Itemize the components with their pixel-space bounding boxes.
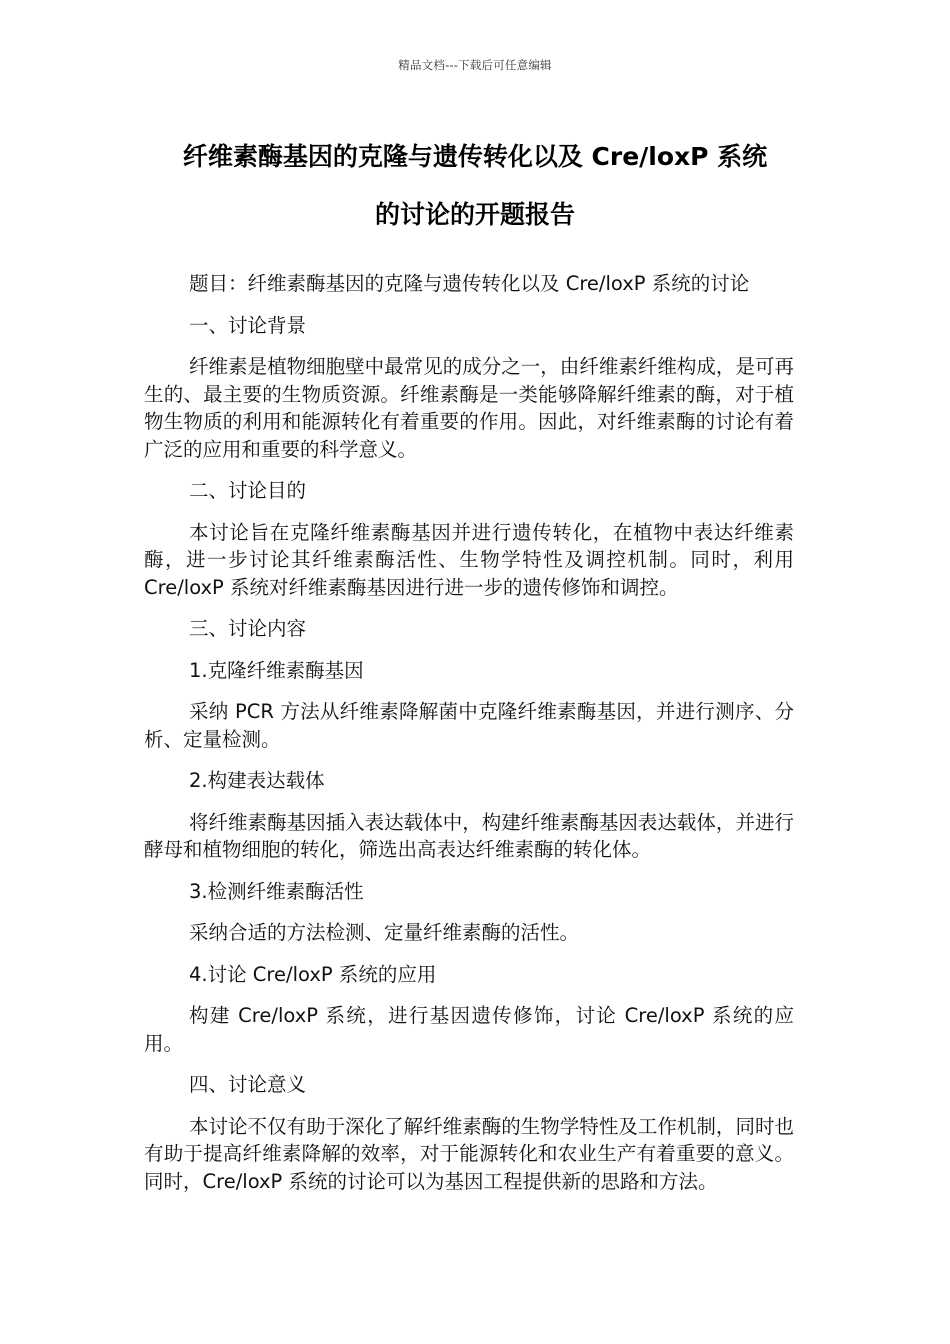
content-item-3-heading: 3.检测纤维素酶活性 bbox=[189, 879, 364, 903]
section-heading-significance: 四、讨论意义 bbox=[189, 1073, 307, 1096]
document-title bbox=[120, 128, 830, 244]
header-note: 精品文档---下载后可任意编辑 bbox=[398, 58, 552, 72]
title-line-2: 的讨论的开题报告 bbox=[374, 200, 575, 229]
section-heading-purpose: 二、讨论目的 bbox=[189, 479, 307, 502]
content-item-1-heading: 1.克隆纤维素酶基因 bbox=[189, 658, 364, 682]
subject-line: 题目：纤维素酶基因的克隆与遗传转化以及 Cre/loxP 系统的讨论 bbox=[189, 272, 750, 295]
content-item-4-heading: 4.讨论 Cre/loxP 系统的应用 bbox=[189, 962, 437, 986]
section-heading-background: 一、讨论背景 bbox=[189, 313, 307, 337]
significance-paragraph: 本讨论不仅有助于深化了解纤维素酶的生物学特性及工作机制，同时也有助于提高纤维素降解的效率，对于能源转化和农业生产有着重要的意义。同时，Cre/loxP 系统的讨论可以为基因工程提供新的思路和方法。 bbox=[144, 1114, 794, 1193]
purpose-paragraph: 本讨论旨在克隆纤维素酶基因并进行遗传转化，在植物中表达纤维素酶，进一步讨论其纤维素酶活性、生物学特性及调控机制。同时，利用 Cre/loxP 系统对纤维素酶基因进行进一步的遗传修饰和调控。 bbox=[144, 520, 794, 599]
title-line-1: 纤维素酶基因的克隆与遗传转化以及 Cre/loxP 系统 bbox=[182, 142, 768, 171]
content-item-2-heading: 2.构建表达载体 bbox=[189, 769, 325, 792]
document-body bbox=[144, 270, 794, 1209]
content-item-3-text: 采纳合适的方法检测、定量纤维素酶的活性。 bbox=[189, 921, 580, 944]
section-heading-content: 三、讨论内容 bbox=[189, 617, 307, 640]
content-item-4-text: 构建 Cre/loxP 系统，进行基因遗传修饰，讨论 Cre/loxP 系统的应用。 bbox=[144, 1004, 794, 1055]
background-paragraph: 纤维素是植物细胞壁中最常见的成分之一，由纤维素纤维构成，是可再生的、最主要的生物质资源。纤维素酶是一类能够降解纤维素的酶，对于植物生物质的利用和能源转化有着重要的作用。因此，对纤维素酶的讨论有着广泛的应用和重要的科学意义。 bbox=[144, 355, 794, 461]
content-item-1-text: 采纳 PCR 方法从纤维素降解菌中克隆纤维素酶基因，并进行测序、分析、定量检测。 bbox=[144, 700, 794, 751]
content-item-2-text: 将纤维素酶基因插入表达载体中，构建纤维素酶基因表达载体，并进行酵母和植物细胞的转化，筛选出高表达纤维素酶的转化体。 bbox=[144, 810, 794, 861]
